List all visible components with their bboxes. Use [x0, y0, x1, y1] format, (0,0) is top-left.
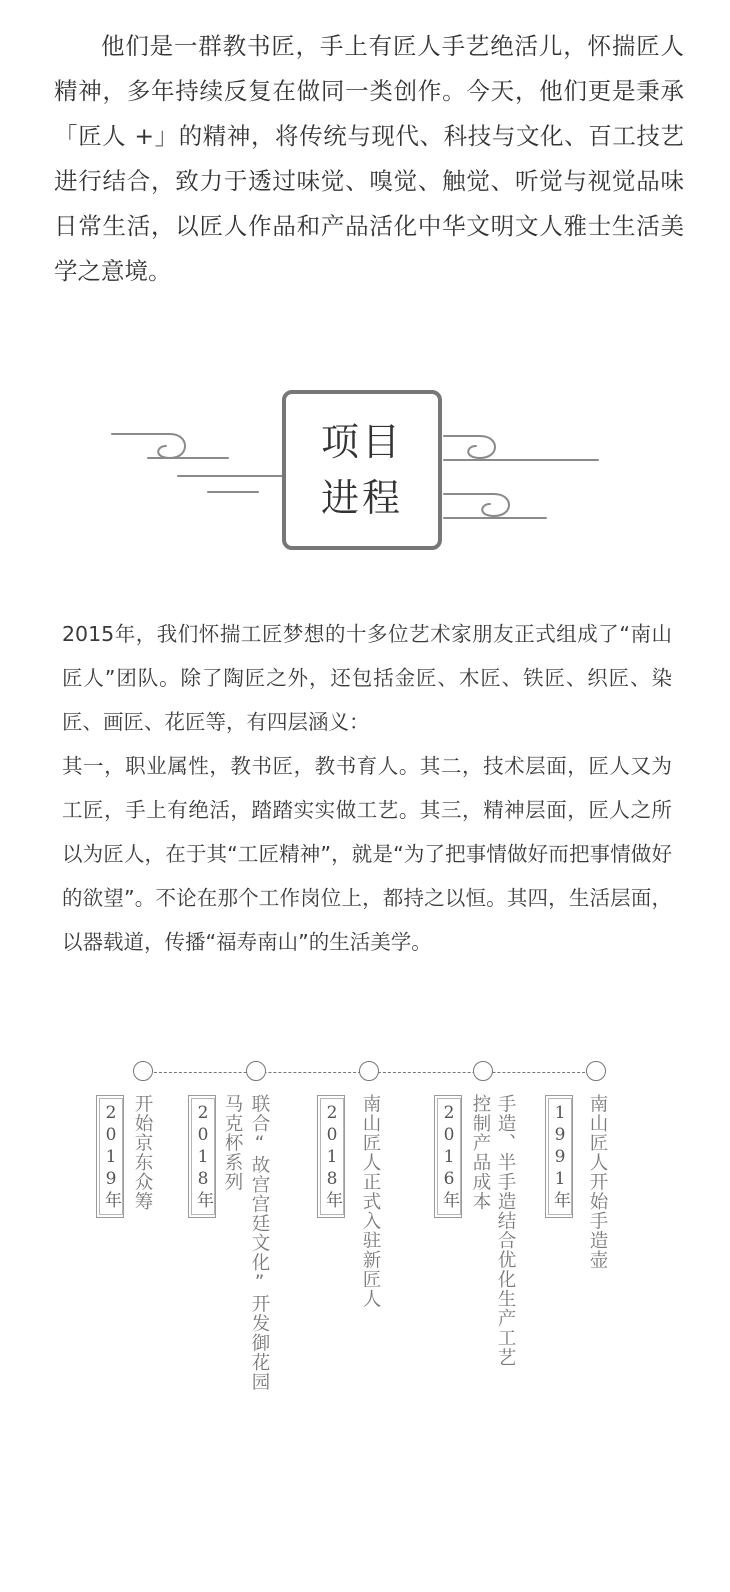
- timeline-event-text: 开始京东众筹: [132, 1094, 153, 1211]
- timeline-event-text: 南山匠人开始手造壶: [587, 1094, 608, 1270]
- timeline-year: 2019年: [99, 1098, 123, 1215]
- body-text: [62, 612, 672, 964]
- body-paragraph: 其一，职业属性，教书匠，教书育人。其二，技术层面，匠人又为工匠，手上有绝活，踏踏实实做工艺。其三，精神层面，匠人之所以为匠人，在于其“工匠精神”，就是“为了把事情做好而把事情做好的欲望”。不论在那个工作岗位上，都持之以恒。其四，生活层面，以器载道，传播“福寿南山”的生活美学。: [62, 754, 672, 954]
- timeline-event-text: 马克杯系列: [222, 1094, 243, 1192]
- section-title: [284, 392, 440, 548]
- timeline-year: 2018年: [191, 1098, 215, 1215]
- timeline-node: [586, 1061, 606, 1081]
- timeline-event-text: 手造、半手造结合优化生产工艺: [495, 1094, 516, 1367]
- timeline-year-badge: [96, 1095, 124, 1218]
- timeline-year-badge: [317, 1095, 345, 1218]
- timeline-year-badge: [434, 1095, 462, 1218]
- timeline-event-text: 南山匠人正式入驻新匠人: [360, 1094, 381, 1309]
- timeline-year: 1991年: [548, 1098, 572, 1215]
- section-title-line1: 项目: [320, 420, 403, 464]
- timeline-year: 2018年: [320, 1098, 344, 1215]
- timeline-node: [359, 1061, 379, 1081]
- timeline-node: [473, 1061, 493, 1081]
- timeline-year: 2016年: [437, 1098, 461, 1215]
- timeline-year-badge: [545, 1095, 573, 1218]
- timeline-node: [133, 1061, 153, 1081]
- section-title-line2: 进程: [320, 476, 403, 520]
- timeline-node: [246, 1061, 266, 1081]
- intro-paragraph: 他们是一群教书匠，手上有匠人手艺绝活儿，怀揣匠人精神，多年持续反复在做同一类创作。今天，他们更是秉承「匠人 +」的精神，将传统与现代、科技与文化、百工技艺进行结合，致力于透过味觉、嗅觉、触觉、听觉与视觉品味日常生活，以匠人作品和产品活化中华文明文人雅士生活美学之意境。: [54, 32, 684, 285]
- body-paragraph: 2015年，我们怀揣工匠梦想的十多位艺术家朋友正式组成了“南山匠人”团队。除了陶匠之外，还包括金匠、木匠、铁匠、织匠、染匠、画匠、花匠等，有四层涵义：: [62, 622, 672, 734]
- timeline-year-badge: [188, 1095, 216, 1218]
- timeline-event-text: 联合“故宫宫廷文化”开发御花园: [249, 1094, 270, 1392]
- timeline-event-text: 控制产品成本: [470, 1094, 491, 1211]
